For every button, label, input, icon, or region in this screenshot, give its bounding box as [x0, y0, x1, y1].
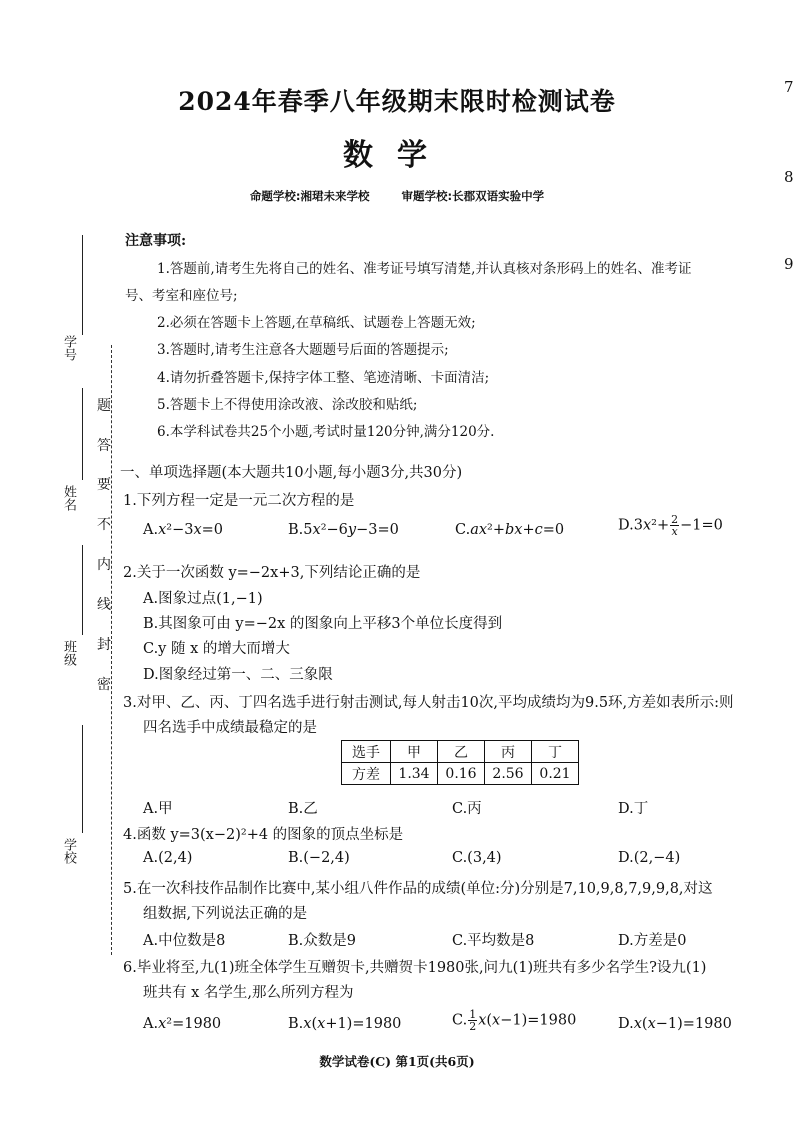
option-c: C.(3,4)	[452, 850, 502, 866]
notice-item: 1.答题前,请考生先将自己的姓名、准考证号填写清楚,并认真核对条形码上的姓名、准考证	[157, 261, 692, 277]
option-c: C. $\frac{1}{2}$ x(x−1)=1980	[452, 1008, 577, 1033]
option-a: A.x²−3x=0	[143, 522, 224, 538]
notice-item: 2.必须在答题卡上答题,在草稿纸、试题卷上答题无效;	[157, 315, 476, 331]
option-a: A.x²=1980	[143, 1016, 222, 1032]
option-c: C.丙	[452, 801, 482, 817]
table-row	[342, 763, 579, 785]
question-stem: 5.在一次科技作品制作比赛中,某小组八件作品的成绩(单位:分)分别是7,10,9,8,7,9,9,8,对这	[123, 881, 713, 897]
warning-char: 内	[97, 557, 111, 573]
option-c: C.平均数是8	[452, 933, 535, 949]
notice-item: 5.答题卡上不得使用涂改液、涂改胶和贴纸;	[157, 397, 418, 413]
option-b: B.乙	[288, 801, 318, 817]
question-stem-cont: 组数据,下列说法正确的是	[143, 906, 308, 922]
table-cell: 0.21	[532, 763, 579, 785]
option-d: D.(2,−4)	[618, 850, 681, 866]
option-d: D.3x²+ $\frac{2}{x}$ −1=0	[618, 513, 723, 538]
student-id-field[interactable]	[82, 235, 83, 335]
name-label: 姓名	[61, 485, 76, 511]
table-cell: 乙	[438, 741, 485, 763]
warning-char: 不	[97, 517, 111, 533]
class-label: 班级	[61, 640, 76, 666]
option-a: A.甲	[143, 801, 173, 817]
table-cell: 甲	[391, 741, 438, 763]
exam-title: 2024年春季八年级期末限时检测试卷	[178, 87, 616, 116]
option-b: B.(−2,4)	[288, 850, 350, 866]
table-row	[342, 741, 579, 763]
notice-heading: 注意事项:	[125, 233, 187, 249]
option-d: D.图象经过第一、二、三象限	[143, 667, 333, 683]
name-field[interactable]	[82, 388, 83, 480]
option-d: D.x(x−1)=1980	[618, 1016, 732, 1032]
notice-item: 3.答题时,请考生注意各大题题号后面的答题提示;	[157, 342, 449, 358]
table-cell: 1.34	[391, 763, 438, 785]
question-stem-cont: 四名选手中成绩最稳定的是	[143, 720, 317, 736]
edge-number: 7	[784, 78, 794, 96]
option-d: D.方差是0	[618, 933, 687, 949]
option-a: A.图象过点(1,−1)	[143, 591, 263, 607]
question-stem: 4.函数 y=3(x−2)²+4 的图象的顶点坐标是	[123, 827, 404, 843]
table-cell: 方差	[342, 763, 391, 785]
fraction: $\frac{1}{2}$	[469, 1008, 477, 1033]
table-cell: 2.56	[485, 763, 532, 785]
section-heading: 一、单项选择题(本大题共10小题,每小题3分,共30分)	[120, 465, 463, 481]
option-c: C.y 随 x 的增大而增大	[143, 641, 290, 657]
table-cell: 0.16	[438, 763, 485, 785]
school-field[interactable]	[82, 725, 83, 833]
question-stem: 1.下列方程一定是一元二次方程的是	[123, 493, 355, 509]
edge-number: 8	[784, 168, 794, 186]
warning-char: 封	[97, 637, 111, 653]
setter-school: 命题学校:湘珺未来学校	[249, 189, 370, 203]
question-stem: 3.对甲、乙、丙、丁四名选手进行射击测试,每人射击10次,平均成绩均为9.5环,方差如表所示:则	[123, 695, 734, 711]
option-b: B.众数是9	[288, 933, 356, 949]
reviewer-school: 审题学校:长郡双语实验中学	[401, 189, 545, 203]
class-field[interactable]	[82, 545, 83, 635]
school-credits	[0, 188, 794, 204]
question-stem-cont: 班共有 x 名学生,那么所列方程为	[143, 985, 354, 1001]
notice-item: 号、考室和座位号;	[125, 288, 238, 304]
option-b: B.5x²−6y−3=0	[288, 522, 399, 538]
table-cell: 选手	[342, 741, 391, 763]
edge-number: 9	[784, 255, 794, 273]
school-label: 学校	[61, 838, 76, 864]
question-stem: 2.关于一次函数 y=−2x+3,下列结论正确的是	[123, 565, 421, 581]
table-cell: 丙	[485, 741, 532, 763]
option-b: B.其图象可由 y=−2x 的图象向上平移3个单位长度得到	[143, 616, 503, 632]
notice-item: 6.本学科试卷共25个小题,考试时量120分钟,满分120分.	[157, 424, 495, 440]
page-footer: 数学试卷(C) 第1页(共6页)	[319, 1054, 475, 1069]
option-a: A.中位数是8	[143, 933, 226, 949]
option-d: D.丁	[618, 801, 649, 817]
table-cell: 丁	[532, 741, 579, 763]
fraction: $\frac{2}{x}$	[671, 513, 679, 538]
warning-char: 密	[97, 677, 111, 693]
option-c: C.ax²+bx+c=0	[455, 522, 565, 538]
notice-item: 4.请勿折叠答题卡,保持字体工整、笔迹清晰、卡面清洁;	[157, 370, 490, 386]
warning-char: 题	[97, 398, 111, 414]
warning-char: 答	[97, 438, 111, 454]
option-b: B.x(x+1)=1980	[288, 1016, 402, 1032]
student-id-label: 学号	[61, 335, 76, 361]
variance-table	[341, 740, 579, 785]
warning-char: 线	[97, 597, 111, 613]
warning-char: 要	[97, 477, 111, 493]
subject-title: 数学	[343, 138, 451, 173]
question-stem: 6.毕业将至,九(1)班全体学生互赠贺卡,共赠贺卡1980张,问九(1)班共有多少名学生?设九(1)	[123, 960, 707, 976]
option-a: A.(2,4)	[143, 850, 193, 866]
